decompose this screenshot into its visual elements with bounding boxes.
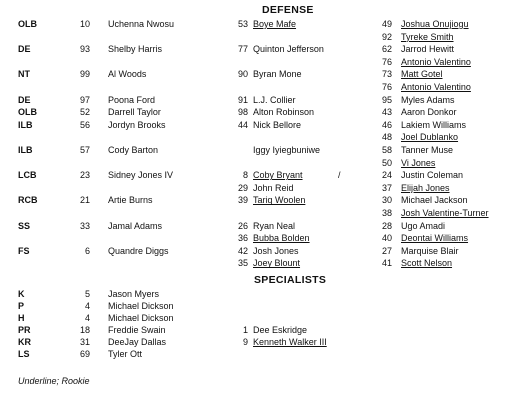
defense-player-name: Joey Blount [253, 258, 301, 269]
defense-jersey-number: 39 [237, 195, 248, 206]
defense-jersey-number: 58 [381, 145, 392, 155]
defense-player-name: Deontai Williams [401, 233, 469, 244]
position-label: ILB [18, 119, 33, 130]
defense-player-name: Artie Burns [108, 195, 153, 206]
specialist-player-name: Jason Myers [108, 289, 160, 299]
defense-player-name: Al Woods [108, 69, 147, 80]
defense-jersey-number: 8 [242, 170, 248, 181]
defense-jersey-number: 24 [381, 170, 392, 181]
defense-player-name: Matt Gotel [401, 69, 443, 80]
defense-player-name: Josh Jones [253, 245, 299, 256]
defense-jersey-number: 43 [381, 107, 392, 118]
defense-player-name: Jamal Adams [108, 220, 163, 231]
specialist-player-name: DeeJay Dallas [108, 337, 167, 347]
specialist-player-name: Freddie Swain [108, 325, 166, 335]
defense-jersey-number: 97 [79, 94, 90, 105]
specialist-player-name: Michael Dickson [108, 301, 174, 311]
defense-jersey-number: 21 [79, 195, 90, 206]
defense-jersey-number: 76 [381, 82, 392, 92]
slash-separator: / [338, 170, 341, 181]
defense-player-name: Ugo Amadi [401, 220, 446, 231]
defense-player-name: Vi Jones [401, 157, 436, 168]
specialist-jersey-number: 5 [84, 289, 90, 299]
defense-jersey-number: 40 [381, 233, 392, 244]
defense-jersey-number: 95 [381, 94, 392, 105]
defense-jersey-number: 26 [237, 220, 248, 231]
position-label: P [18, 301, 25, 311]
defense-jersey-number: 38 [381, 208, 392, 218]
defense-jersey-number: 23 [79, 170, 90, 181]
defense-player-name: Josh Valentine-Turner [401, 208, 489, 218]
defense-player-name: Tyreke Smith [401, 31, 454, 42]
defense-jersey-number: 10 [79, 19, 90, 29]
defense-player-name: Ryan Neal [253, 220, 296, 231]
defense-player-name: Quinton Jefferson [253, 44, 324, 55]
defense-player-name: Joel Dublanko [401, 132, 459, 143]
position-label: NT [18, 69, 30, 80]
defense-player-name: Aaron Donkor [401, 107, 457, 118]
position-label: DE [18, 94, 31, 105]
position-label: K [18, 289, 25, 299]
defense-jersey-number: 99 [79, 69, 90, 80]
specialist-jersey-number: 18 [79, 325, 90, 335]
defense-player-name: Bubba Bolden [253, 233, 310, 244]
defense-player-name: Cody Barton [108, 145, 159, 155]
position-label: SS [18, 220, 31, 231]
defense-player-name: Poona Ford [108, 94, 156, 105]
specialist-jersey-number: 31 [79, 337, 90, 347]
defense-player-name: Shelby Harris [108, 44, 163, 55]
defense-player-name: Lakiem Williams [401, 119, 467, 130]
position-label: FS [18, 245, 30, 256]
defense-player-name: Elijah Jones [401, 182, 450, 193]
defense-jersey-number: 56 [79, 119, 90, 130]
defense-player-name: Myles Adams [401, 94, 455, 105]
position-label: OLB [18, 19, 37, 29]
defense-player-name: Darrell Taylor [108, 107, 161, 118]
specialist-player-name: Kenneth Walker III [253, 337, 327, 347]
defense-jersey-number: 29 [237, 182, 248, 193]
specialist-jersey-number: 4 [84, 313, 90, 323]
defense-jersey-number: 57 [79, 145, 90, 155]
defense-player-name: Jarrod Hewitt [401, 44, 455, 55]
defense-jersey-number: 73 [381, 69, 392, 80]
position-label: H [18, 313, 25, 323]
specialist-player-name: Tyler Ott [108, 349, 143, 359]
defense-jersey-number: 37 [381, 182, 392, 193]
defense-jersey-number: 53 [237, 19, 248, 29]
defense-player-name: Justin Coleman [401, 170, 464, 181]
defense-jersey-number: 44 [237, 119, 248, 130]
defense-player-name: Nick Bellore [253, 119, 302, 130]
defense-player-name: Scott Nelson [401, 258, 453, 269]
position-label: DE [18, 44, 31, 55]
defense-player-name: Quandre Diggs [108, 245, 169, 256]
specialist-jersey-number: 1 [242, 325, 248, 335]
defense-jersey-number: 36 [237, 233, 248, 244]
position-label: KR [18, 337, 31, 347]
defense-jersey-number: 30 [381, 195, 392, 206]
defense-player-name: Jordyn Brooks [108, 119, 166, 130]
specialists-header: SPECIALISTS [254, 274, 327, 286]
position-label: OLB [18, 107, 37, 118]
defense-player-name: Tanner Muse [401, 145, 454, 155]
defense-player-name: Sidney Jones IV [108, 170, 174, 181]
defense-player-name: Alton Robinson [253, 107, 315, 118]
specialist-jersey-number: 69 [79, 349, 90, 359]
defense-jersey-number: 33 [79, 220, 90, 231]
defense-player-name: Marquise Blair [401, 245, 459, 256]
position-label: LS [18, 349, 30, 359]
defense-player-name: John Reid [253, 182, 294, 193]
defense-header: DEFENSE [262, 4, 314, 16]
defense-jersey-number: 28 [381, 220, 392, 231]
defense-jersey-number: 41 [381, 258, 392, 269]
defense-player-name: Boye Mafe [253, 19, 297, 29]
defense-jersey-number: 48 [381, 132, 392, 143]
defense-player-name: Uchenna Nwosu [108, 19, 175, 29]
defense-player-name: Coby Bryant [253, 170, 303, 181]
defense-player-name: L.J. Collier [253, 94, 296, 105]
defense-jersey-number: 46 [381, 119, 392, 130]
defense-jersey-number: 52 [79, 107, 90, 118]
defense-player-name: Iggy Iyiegbuniwe [253, 145, 321, 155]
defense-jersey-number: 27 [381, 245, 392, 256]
specialist-player-name: Michael Dickson [108, 313, 174, 323]
defense-jersey-number: 90 [237, 69, 248, 80]
defense-jersey-number: 93 [79, 44, 90, 55]
defense-jersey-number: 76 [381, 56, 392, 67]
defense-player-name: Michael Jackson [401, 195, 468, 206]
defense-player-name: Joshua Onujiogu [401, 19, 469, 29]
rookie-legend-footnote: Underline; Rookie [18, 376, 90, 386]
position-label: ILB [18, 145, 33, 155]
defense-jersey-number: 6 [84, 245, 90, 256]
defense-jersey-number: 42 [237, 245, 248, 256]
defense-jersey-number: 50 [381, 157, 392, 168]
position-label: PR [18, 325, 31, 335]
defense-jersey-number: 98 [237, 107, 248, 118]
defense-jersey-number: 35 [237, 258, 248, 269]
defense-player-name: Antonio Valentino [401, 56, 471, 67]
position-label: LCB [18, 170, 37, 181]
defense-jersey-number: 91 [237, 94, 248, 105]
position-label: RCB [18, 195, 38, 206]
specialist-jersey-number: 4 [84, 301, 90, 311]
specialist-jersey-number: 9 [242, 337, 248, 347]
defense-player-name: Byran Mone [253, 69, 302, 80]
defense-jersey-number: 92 [381, 31, 392, 42]
defense-jersey-number: 49 [381, 19, 392, 29]
defense-player-name: Tariq Woolen [253, 195, 306, 206]
defense-jersey-number: 62 [381, 44, 392, 55]
defense-player-name: Antonio Valentino [401, 82, 471, 92]
defense-jersey-number: 77 [237, 44, 248, 55]
specialist-player-name: Dee Eskridge [253, 325, 308, 335]
